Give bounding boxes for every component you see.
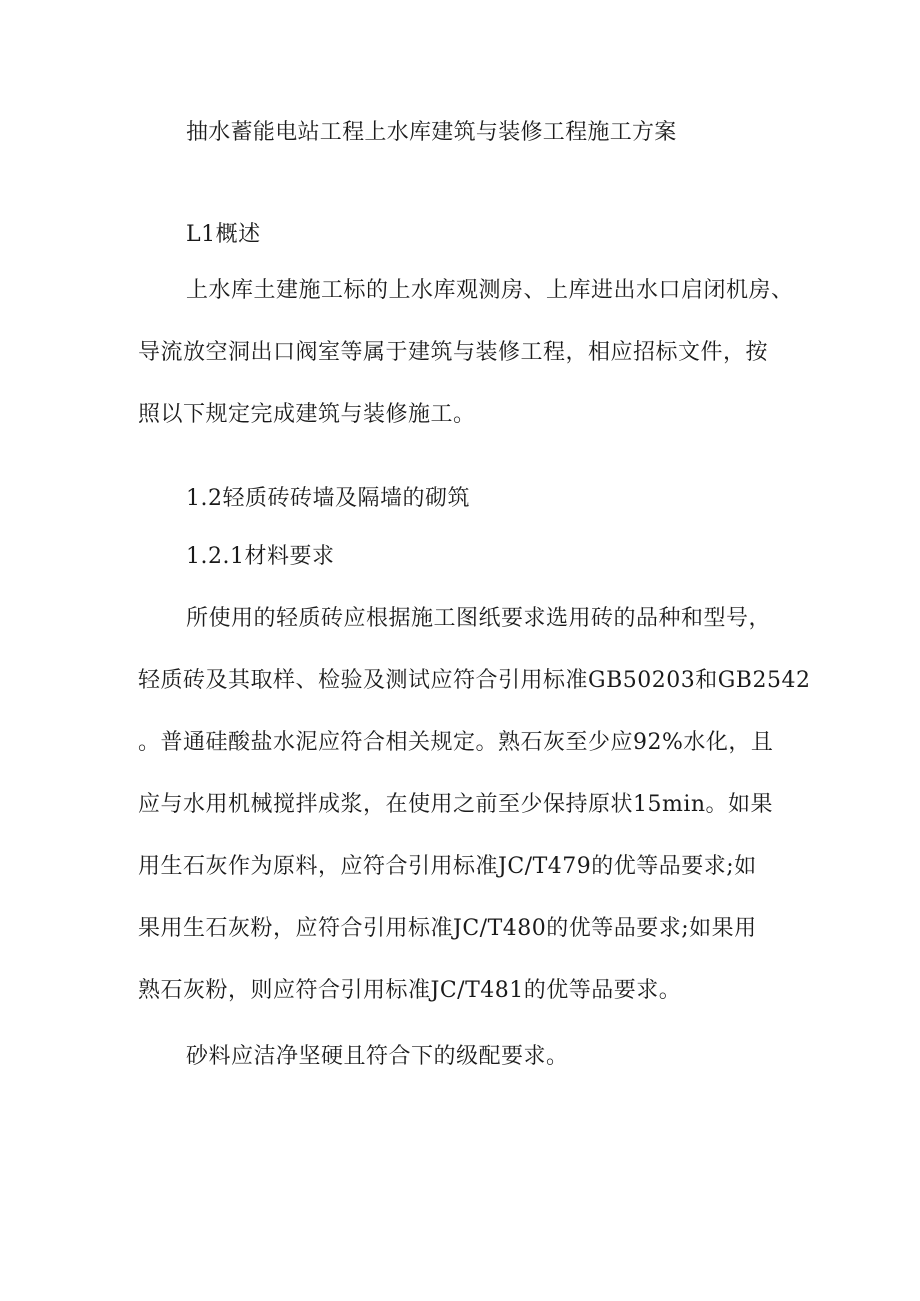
paragraph-line: 果用生石灰粉，应符合引用标准JC/T480的优等品要求;如果用: [138, 916, 757, 941]
document-title: 抽水蓄能电站工程上水库建筑与装修工程施工方案: [186, 120, 677, 145]
paragraph-line: 应与水用机械搅拌成浆，在使用之前至少保持原状15min。如果: [138, 792, 774, 817]
paragraph-line: 用生石灰作为原料，应符合引用标准JC/T479的优等品要求;如: [138, 854, 757, 879]
section-heading-1-1: L1概述: [186, 222, 261, 247]
section-heading-1-2: 1.2轻质砖砖墙及隔墙的砌筑: [186, 486, 470, 511]
paragraph-line: 照以下规定完成建筑与装修施工。: [138, 402, 476, 427]
paragraph-line: 上水库土建施工标的上水库观测房、上库进出水口启闭机房、: [186, 278, 794, 303]
paragraph-line: 轻质砖及其取样、检验及测试应符合引用标准GB50203和GB2542: [138, 668, 811, 693]
section-heading-1-2-1: 1.2.1材料要求: [186, 544, 335, 569]
paragraph-line: 。普通硅酸盐水泥应符合相关规定。熟石灰至少应92%水化，且: [138, 730, 774, 755]
paragraph-line: 熟石灰粉，则应符合引用标准JC/T481的优等品要求。: [138, 978, 682, 1003]
paragraph-line: 所使用的轻质砖应根据施工图纸要求选用砖的品种和型号，: [186, 606, 772, 631]
paragraph-line: 导流放空洞出口阀室等属于建筑与装修工程，相应招标文件，按: [138, 340, 769, 365]
paragraph-line: 砂料应洁净坚硬且符合下的级配要求。: [186, 1044, 569, 1069]
